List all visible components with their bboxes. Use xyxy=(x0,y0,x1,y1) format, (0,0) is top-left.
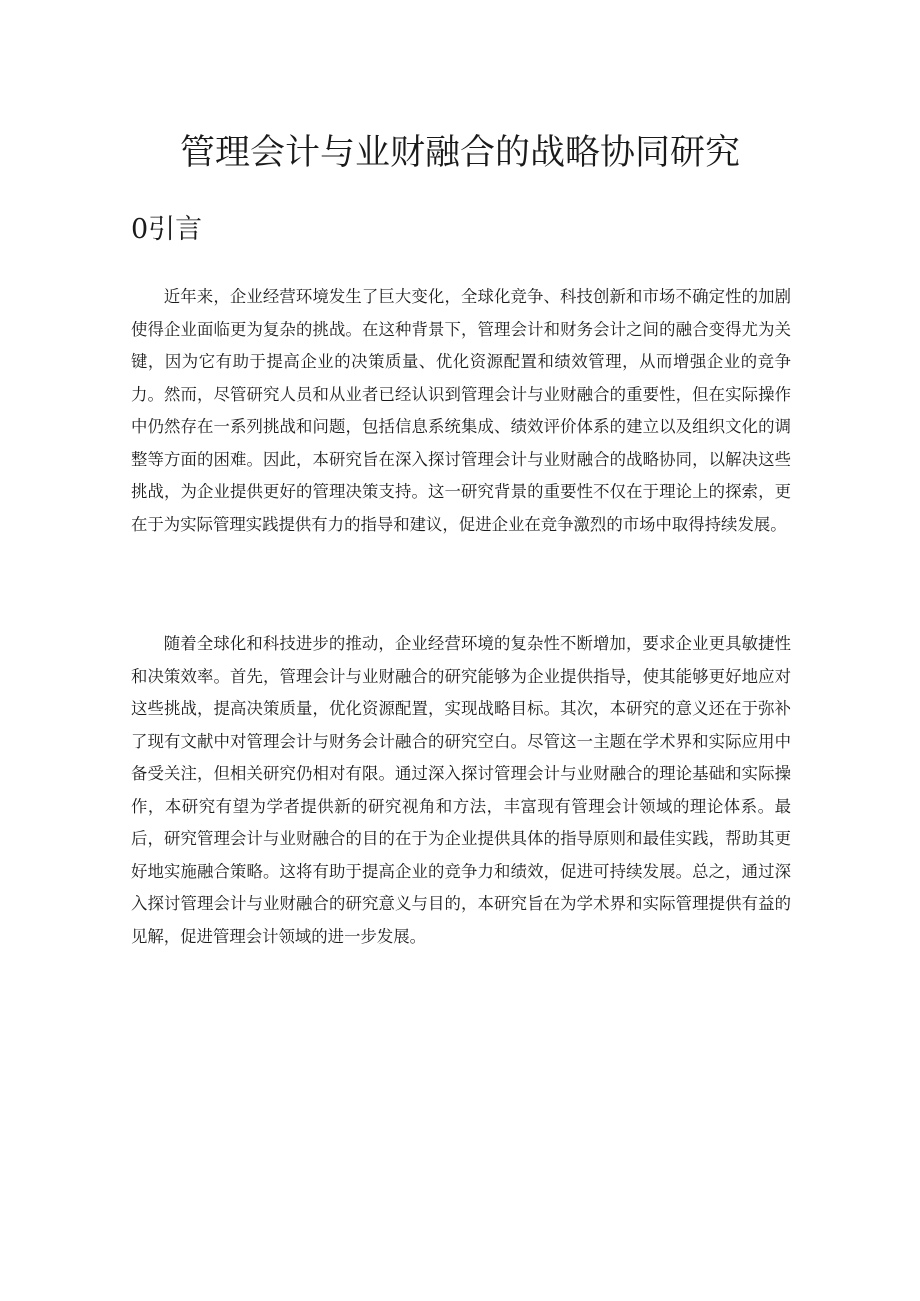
paragraph-2: 随着全球化和科技进步的推动，企业经营环境的复杂性不断增加，要求企业更具敏捷性和决策效率。首先，管理会计与业财融合的研究能够为企业提供指导，使其能够更好地应对这些挑战，提高决策质量，优化资源配置，实现战略目标。其次，本研究的意义还在于弥补了现有文献中对管理会计与财务会计融合的研究空白。尽管这一主题在学术界和实际应用中备受关注，但相关研究仍相对有限。通过深入探讨管理会计与业财融合的理论基础和实际操作，本研究有望为学者提供新的研究视角和方法，丰富现有管理会计领域的理论体系。最后，研究管理会计与业财融合的目的在于为企业提供具体的指导原则和最佳实践，帮助其更好地实施融合策略。这将有助于提高企业的竞争力和绩效，促进可持续发展。总之，通过深入探讨管理会计与业财融合的研究意义与目的，本研究旨在为学术界和实际管理提供有益的见解，促进管理会计领域的进一步发展。 xyxy=(131,634,791,946)
section-heading-introduction: 0引言 xyxy=(131,214,203,245)
paragraph-1: 近年来，企业经营环境发生了巨大变化，全球化竞争、科技创新和市场不确定性的加剧使得企业面临更为复杂的挑战。在这种背景下，管理会计和财务会计之间的融合变得尤为关键，因为它有助于提高企业的决策质量、优化资源配置和绩效管理，从而增强企业的竞争力。然而，尽管研究人员和从业者已经认识到管理会计与业财融合的重要性，但在实际操作中仍然存在一系列挑战和问题，包括信息系统集成、绩效评价体系的建立以及组织文化的调整等方面的困难。因此，本研究旨在深入探讨管理会计与业财融合的战略协同，以解决这些挑战，为企业提供更好的管理决策支持。这一研究背景的重要性不仅在于理论上的探索，更在于为实际管理实践提供有力的指导和建议，促进企业在竞争激烈的市场中取得持续发展。 xyxy=(131,287,791,534)
document-title: 管理会计与业财融合的战略协同研究 xyxy=(179,133,740,173)
